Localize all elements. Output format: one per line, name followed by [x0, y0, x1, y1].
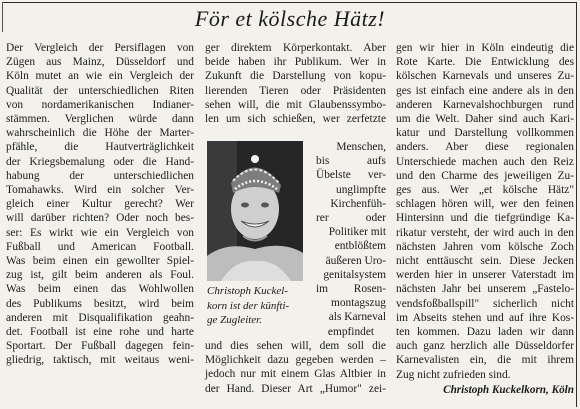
- text-line: Zug nicht zufrieden sind.: [396, 368, 511, 381]
- text-line: Der Vergleich der Persiflagen von: [6, 42, 194, 54]
- text-line: nicht enttäuscht sein. Diese Jecken: [396, 255, 574, 268]
- text-line: will darüber richten? Oder noch bes-: [6, 212, 194, 225]
- article-title: För et kölsche Hätz!: [194, 6, 386, 31]
- text-line: vendsfoßballspill" sicherlich nicht: [396, 297, 574, 310]
- text-line: bis aufs: [316, 155, 386, 168]
- column-1: [6, 41, 194, 368]
- text-line: von nordamerikanischen Indianer-: [6, 98, 194, 111]
- portrait-image: [207, 141, 303, 281]
- text-line: Übelste ver-: [316, 169, 386, 182]
- text-line: ges ist einfach eine andere als in den: [396, 84, 574, 97]
- text-line: der Hand. Dieser Art „Humor" zei-: [205, 382, 386, 395]
- text-line: Fußball und American Football.: [6, 240, 194, 253]
- text-line: Tomahawks. Wird ein solcher Ver-: [6, 184, 194, 197]
- text-line: Köln mutet an wie ein Vergleich der: [6, 70, 194, 83]
- column-2-top: [205, 41, 386, 126]
- text-line: genitalsystem: [323, 268, 386, 281]
- text-line: gen wir hier in Köln eindeutig die: [396, 42, 574, 54]
- text-line: äußeren Uro-: [325, 254, 386, 267]
- text-line: nächsten Jahren vom kölsche Zoch: [396, 240, 574, 253]
- text-line: ger direktem Körperkontakt. Aber: [205, 42, 386, 54]
- text-line: stämmen. Verglichen würde dann: [6, 113, 194, 126]
- text-line: Zügen aus Mainz, Düsseldorf und: [6, 56, 194, 69]
- text-line: Kirchenfüh-: [330, 197, 386, 210]
- text-line: sehen will, die mit Glaubenssymbo-: [205, 98, 386, 111]
- frame-top-border: [2, 2, 577, 3]
- text-line: und dies sehen will, dem soll die: [205, 340, 386, 352]
- text-line: entblößtem: [334, 240, 386, 253]
- text-line: Unterschiede machen auch den Reiz: [396, 155, 574, 168]
- text-line: wahrscheinlich die Höhe der Marter-: [6, 127, 194, 140]
- text-line: katur und Darstellung vollkommen: [396, 127, 574, 140]
- text-line: rikatur versteht, der wird auch in den: [396, 226, 574, 239]
- text-line: und den Charme des jeweiligen Zu-: [396, 169, 574, 182]
- text-line: kölschen Karnevals und unseres Zu-: [396, 70, 574, 83]
- frame-right-border: [576, 2, 577, 407]
- column-2-bottom: [205, 339, 386, 396]
- column-2-right-wrap: [316, 140, 386, 339]
- text-line: auch ganz herzlich alle Düsseldorfer: [396, 340, 574, 353]
- column-3: [396, 41, 574, 382]
- text-line: Rote Karte. Die Entwicklung des: [396, 56, 574, 69]
- text-line: Möglichkeit dazu gegeben werden –: [205, 354, 386, 367]
- text-line: ten kommen. Dazu laden wir dann: [396, 326, 574, 339]
- text-line: im Abseits stehen und auf ihre Kos-: [396, 311, 574, 324]
- caption-line: ge Zugleiter.: [207, 314, 262, 326]
- caption-line: Christoph Kuckel-: [207, 285, 288, 297]
- text-line: pfähle, die Hautverträglichkeit: [6, 141, 194, 154]
- text-line: Was beim einen das Wohlwollen: [6, 283, 194, 296]
- portrait-photo: [207, 141, 303, 281]
- text-line: rer oder: [316, 212, 386, 225]
- text-line: ser: Es wirkt wie ein Vergleich von: [6, 226, 194, 239]
- text-line: Zukunft die Darstellung von kopu-: [205, 70, 386, 83]
- author-signature: Christoph Kuckelkorn, Köln: [443, 384, 574, 396]
- text-line: det. Football ist eine rohe und harte: [6, 326, 194, 339]
- text-line: Was beim einen ein gewollter Spiel-: [6, 255, 194, 268]
- text-line: jedoch nur mit einem Glas Altbier in: [205, 368, 386, 381]
- text-line: anderen Karnevalshochburgen rund: [396, 98, 574, 111]
- text-line: um die Welt. Daher sind auch Kari-: [396, 113, 574, 126]
- text-line: Politiker mit: [328, 226, 386, 239]
- text-line: Hintersinn und die tiefgründige Ka-: [396, 212, 574, 225]
- photo-caption: [207, 284, 311, 328]
- text-line: im Rosen-: [316, 283, 386, 296]
- text-line: Menschen,: [336, 141, 386, 153]
- text-line: empfindet: [327, 325, 375, 338]
- text-line: beide haben ihr Publikum. Wer in: [205, 56, 386, 69]
- text-line: schlagen hören will, wer den feinen: [396, 198, 574, 211]
- text-line: gleich einer Kultur gerecht? Wer: [6, 198, 194, 211]
- text-line: nächsten Jahr bei unserem „Fastelo-: [396, 283, 574, 296]
- text-line: Karnevalisten ein, die mit ihrem: [396, 354, 574, 367]
- text-line: habung der unterschiedlichen: [6, 169, 194, 182]
- text-line: Qualität der unterschiedlichen Riten: [6, 84, 194, 97]
- text-line: der Kriegsbemalung oder die Hand-: [6, 155, 194, 168]
- text-line: ges aus. Wer „et kölsche Hätz": [396, 184, 574, 197]
- text-line: anderen mit Disqualifikation geahn-: [6, 311, 194, 324]
- caption-line: korn ist der künfti-: [207, 299, 290, 312]
- text-line: zug ist, gilt beim anderen als Foul.: [6, 269, 194, 282]
- text-line: Sportart. Der Fußball dagegen fein-: [6, 340, 194, 353]
- text-line: werden hier in unserer Vaterstadt im: [396, 269, 574, 282]
- text-line: als Karneval: [328, 311, 386, 324]
- text-line: len um sich schießen, wer zerfetzte: [205, 113, 386, 126]
- text-line: unglimpfte: [336, 183, 386, 196]
- text-line: des Publikums besitzt, wird beim: [6, 297, 194, 310]
- text-line: lierenden Tieren oder Präsidenten: [205, 84, 386, 97]
- text-line: montagszug: [330, 297, 386, 310]
- text-line: gliedrig, taktisch, mit weitaus weni-: [6, 354, 194, 367]
- text-line: anders. Aber diese regionalen: [396, 141, 574, 154]
